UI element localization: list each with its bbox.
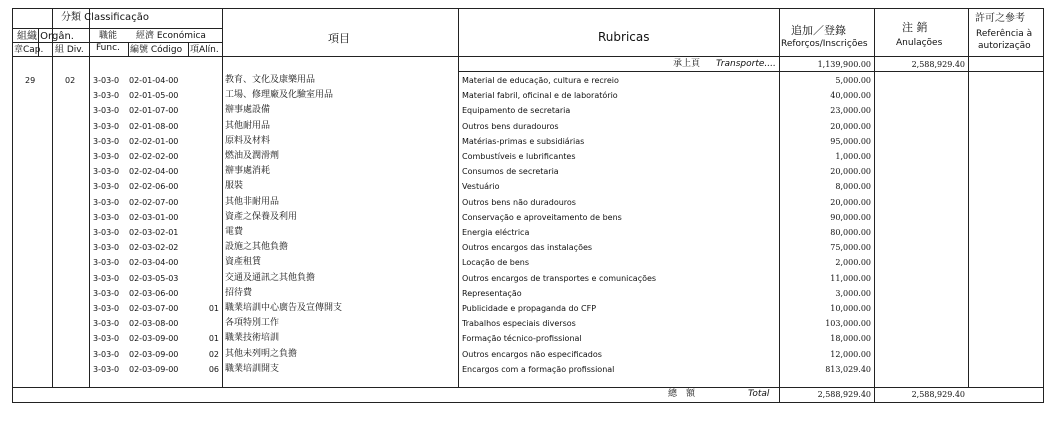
row-rubrica: Trabalhos especiais diversos — [462, 319, 576, 329]
row-item-zh: 服裝 — [225, 181, 244, 192]
row-func: 3-03-0 — [93, 334, 120, 344]
row-rubrica: Outros encargos de transportes e comunicações — [462, 273, 657, 283]
row-amount: 103,000.00 — [825, 319, 871, 329]
row-item-zh: 職業培訓開支 — [225, 363, 280, 374]
row-rubrica: Energia eléctrica — [462, 228, 530, 237]
row-func: 3-03-0 — [93, 349, 120, 359]
row-item-zh: 設施之其他負擔 — [225, 242, 289, 253]
row-rubrica: Publicidade e propaganda do CFP — [462, 304, 597, 313]
budget-table — [12, 8, 1044, 403]
header-rubricas: Rubricas — [598, 30, 650, 44]
row-func: 3-03-0 — [93, 364, 120, 374]
row-alin — [189, 103, 219, 118]
row-item-zh: 其他非耐用品 — [225, 196, 280, 207]
row-code: 02-03-01-00 — [129, 212, 179, 222]
row-amount: 20,000.00 — [830, 121, 871, 131]
row-item-zh: 原料及材料 — [225, 135, 271, 146]
header-alin: 項Alín. — [190, 45, 219, 55]
col-line — [128, 42, 129, 56]
row-func: 3-03-0 — [93, 167, 120, 177]
row-func: 3-03-0 — [93, 212, 120, 222]
row-alin — [189, 271, 219, 286]
row-rubrica: Equipamento de secretaria — [462, 106, 571, 116]
row-alin — [189, 316, 219, 331]
col-line — [188, 42, 189, 56]
row-amount: 18,000.00 — [830, 334, 871, 344]
row-line — [13, 28, 222, 29]
row-code: 02-03-09-00 — [129, 349, 179, 359]
row-func: 3-03-0 — [93, 288, 120, 298]
row-amount: 75,000.00 — [830, 243, 871, 253]
row-rubrica: Conservação e aproveitamento de bens — [462, 212, 622, 222]
row-code: 02-03-09-00 — [129, 334, 179, 344]
row-code: 02-03-04-00 — [129, 258, 179, 268]
row-rubrica: Formação técnico-profissional — [462, 334, 582, 344]
row-func: 3-03-0 — [93, 76, 120, 85]
row-amount: 8,000.00 — [835, 182, 871, 192]
total-reforcos: 2,588,929.40 — [817, 390, 871, 399]
row-alin — [189, 240, 219, 255]
row-rubrica: Outros encargos das instalações — [462, 243, 593, 253]
row-amount: 80,000.00 — [830, 228, 871, 237]
row-code: 02-03-02-01 — [129, 228, 179, 237]
row-func: 3-03-0 — [93, 304, 120, 313]
row-item-zh: 資產租賃 — [225, 257, 262, 268]
row-func: 3-03-0 — [93, 258, 120, 268]
row-alin — [189, 225, 219, 240]
row-code: 02-03-08-00 — [129, 319, 179, 329]
col-line — [968, 9, 969, 388]
row-rubrica: Outros encargos não especificados — [462, 349, 602, 359]
col-line — [222, 9, 223, 388]
header-items-zh: 項目 — [328, 32, 350, 45]
row-alin — [189, 73, 219, 88]
row-amount: 20,000.00 — [830, 197, 871, 207]
row-code: 02-02-04-00 — [129, 167, 179, 177]
row-alin: 01 — [208, 334, 219, 344]
row-code: 02-02-01-00 — [129, 136, 179, 146]
row-alin — [189, 195, 219, 210]
header-anulacoes-zh: 注 銷 — [902, 21, 928, 34]
row-item-zh: 工場、修理廠及化驗室用品 — [225, 90, 334, 101]
row-rubrica: Locação de bens — [462, 258, 530, 268]
header-ref-zh: 許可之參考 — [975, 13, 1025, 24]
row-item-zh: 資產之保養及利用 — [225, 211, 298, 222]
row-rubrica: Combustíveis e lubrificantes — [462, 152, 576, 161]
row-func: 3-03-0 — [93, 121, 120, 131]
row-amount: 10,000.00 — [830, 304, 871, 313]
row-func: 3-03-0 — [93, 136, 120, 146]
header-ref-pt1: Referência à — [976, 29, 1033, 39]
group-div: 02 — [65, 76, 76, 85]
row-item-zh: 其他未列明之負擔 — [225, 348, 298, 359]
row-alin: 02 — [208, 349, 219, 359]
header-reforcos-pt: Reforços/Inscrições — [781, 39, 868, 49]
row-amount: 40,000.00 — [830, 91, 871, 101]
header-div: 組 Div. — [55, 45, 84, 55]
group-cap: 29 — [25, 76, 36, 85]
row-alin — [189, 210, 219, 225]
transport-label-pt: Transporte.... — [716, 59, 776, 69]
row-amount: 90,000.00 — [830, 212, 871, 222]
row-rubrica: Outros bens duradouros — [462, 121, 559, 131]
row-code: 02-03-06-00 — [129, 288, 179, 298]
row-item-zh: 職業技術培訓 — [225, 333, 280, 344]
row-alin — [189, 88, 219, 103]
row-amount: 3,000.00 — [835, 288, 871, 298]
row-code: 02-03-09-00 — [129, 364, 179, 374]
row-func: 3-03-0 — [93, 106, 120, 116]
header-cap: 章Cap. — [14, 45, 44, 55]
row-func: 3-03-0 — [93, 182, 120, 192]
row-code: 02-01-08-00 — [129, 121, 179, 131]
row-amount: 12,000.00 — [830, 349, 871, 359]
row-rubrica: Matérias-primas e subsidiárias — [462, 136, 585, 146]
col-line — [89, 9, 90, 388]
transport-anulacoes: 2,588,929.40 — [911, 60, 965, 69]
row-amount: 20,000.00 — [830, 167, 871, 177]
row-rubrica: Vestuário — [462, 182, 500, 192]
row-amount: 2,000.00 — [835, 258, 871, 268]
header-funcional: 職能 — [99, 31, 118, 41]
row-item-zh: 招待費 — [225, 287, 253, 298]
row-alin — [189, 179, 219, 194]
col-line — [458, 9, 459, 388]
row-alin — [189, 119, 219, 134]
row-amount: 95,000.00 — [830, 136, 871, 146]
row-func: 3-03-0 — [93, 243, 120, 253]
row-amount: 1,000.00 — [835, 152, 871, 161]
row-alin — [189, 286, 219, 301]
row-code: 02-03-07-00 — [129, 304, 179, 313]
row-item-zh: 各項特別工作 — [225, 318, 280, 329]
row-func: 3-03-0 — [93, 91, 120, 101]
header-ref-pt2: autorização — [978, 41, 1031, 51]
transport-reforcos: 1,139,900.00 — [817, 60, 871, 69]
row-alin — [189, 149, 219, 164]
total-label-zh: 總 額 — [668, 389, 696, 399]
header-reforcos-zh: 追加／登錄 — [791, 24, 846, 37]
row-rubrica: Outros bens não duradouros — [462, 197, 576, 207]
row-item-zh: 辦事處消耗 — [225, 166, 271, 177]
row-item-zh: 燃油及潤滑劑 — [225, 151, 280, 161]
row-rubrica: Encargos com a formação profissional — [462, 364, 615, 374]
header-codigo-cell: 編號 Código — [130, 45, 183, 55]
row-code: 02-01-04-00 — [129, 76, 179, 85]
row-rubrica: Material fabril, oficinal e de laboratório — [462, 91, 618, 101]
row-rubrica: Consumos de secretaria — [462, 167, 559, 177]
row-rubrica: Material de educação, cultura e recreio — [462, 76, 619, 85]
row-code: 02-02-07-00 — [129, 197, 179, 207]
row-item-zh: 辦事處設備 — [225, 105, 271, 116]
col-line — [52, 9, 53, 388]
row-amount: 5,000.00 — [835, 76, 871, 85]
row-alin — [189, 164, 219, 179]
row-alin: 01 — [208, 304, 219, 313]
row-func: 3-03-0 — [93, 228, 120, 237]
header-anulacoes-pt: Anulações — [896, 38, 943, 48]
header-organica: 組織 Orgân. — [17, 31, 74, 42]
row-amount: 11,000.00 — [830, 273, 871, 283]
row-rubrica: Representação — [462, 288, 522, 298]
header-economica: 經濟 Económica — [136, 31, 206, 41]
header-classificacao: 分類 Classificação — [61, 12, 149, 23]
row-alin — [189, 255, 219, 270]
row-item-zh: 電費 — [225, 227, 244, 237]
row-func: 3-03-0 — [93, 273, 120, 283]
row-func: 3-03-0 — [93, 197, 120, 207]
row-item-zh: 其他耐用品 — [225, 120, 271, 131]
row-item-zh: 職業培訓中心廣告及宣傳開支 — [225, 303, 343, 313]
row-alin: 06 — [208, 364, 219, 374]
row-amount: 23,000.00 — [830, 106, 871, 116]
header-funcional-pt: Func. — [96, 43, 120, 53]
row-code: 02-02-02-00 — [129, 152, 179, 161]
row-code: 02-01-07-00 — [129, 106, 179, 116]
row-func: 3-03-0 — [93, 319, 120, 329]
row-code: 02-03-02-02 — [129, 243, 179, 253]
row-code: 02-02-06-00 — [129, 182, 179, 192]
row-item-zh: 交通及通訊之其他負擔 — [225, 272, 316, 283]
total-label-pt: Total — [748, 389, 770, 399]
row-code: 02-01-05-00 — [129, 91, 179, 101]
transport-label-zh: 承上頁 — [673, 59, 701, 69]
row-alin — [189, 134, 219, 149]
row-item-zh: 教育、文化及康樂用品 — [225, 75, 316, 85]
total-anulacoes: 2,588,929.40 — [911, 390, 965, 399]
row-func: 3-03-0 — [93, 152, 120, 161]
row-code: 02-03-05-03 — [129, 273, 179, 283]
row-amount: 813,029.40 — [825, 364, 871, 374]
